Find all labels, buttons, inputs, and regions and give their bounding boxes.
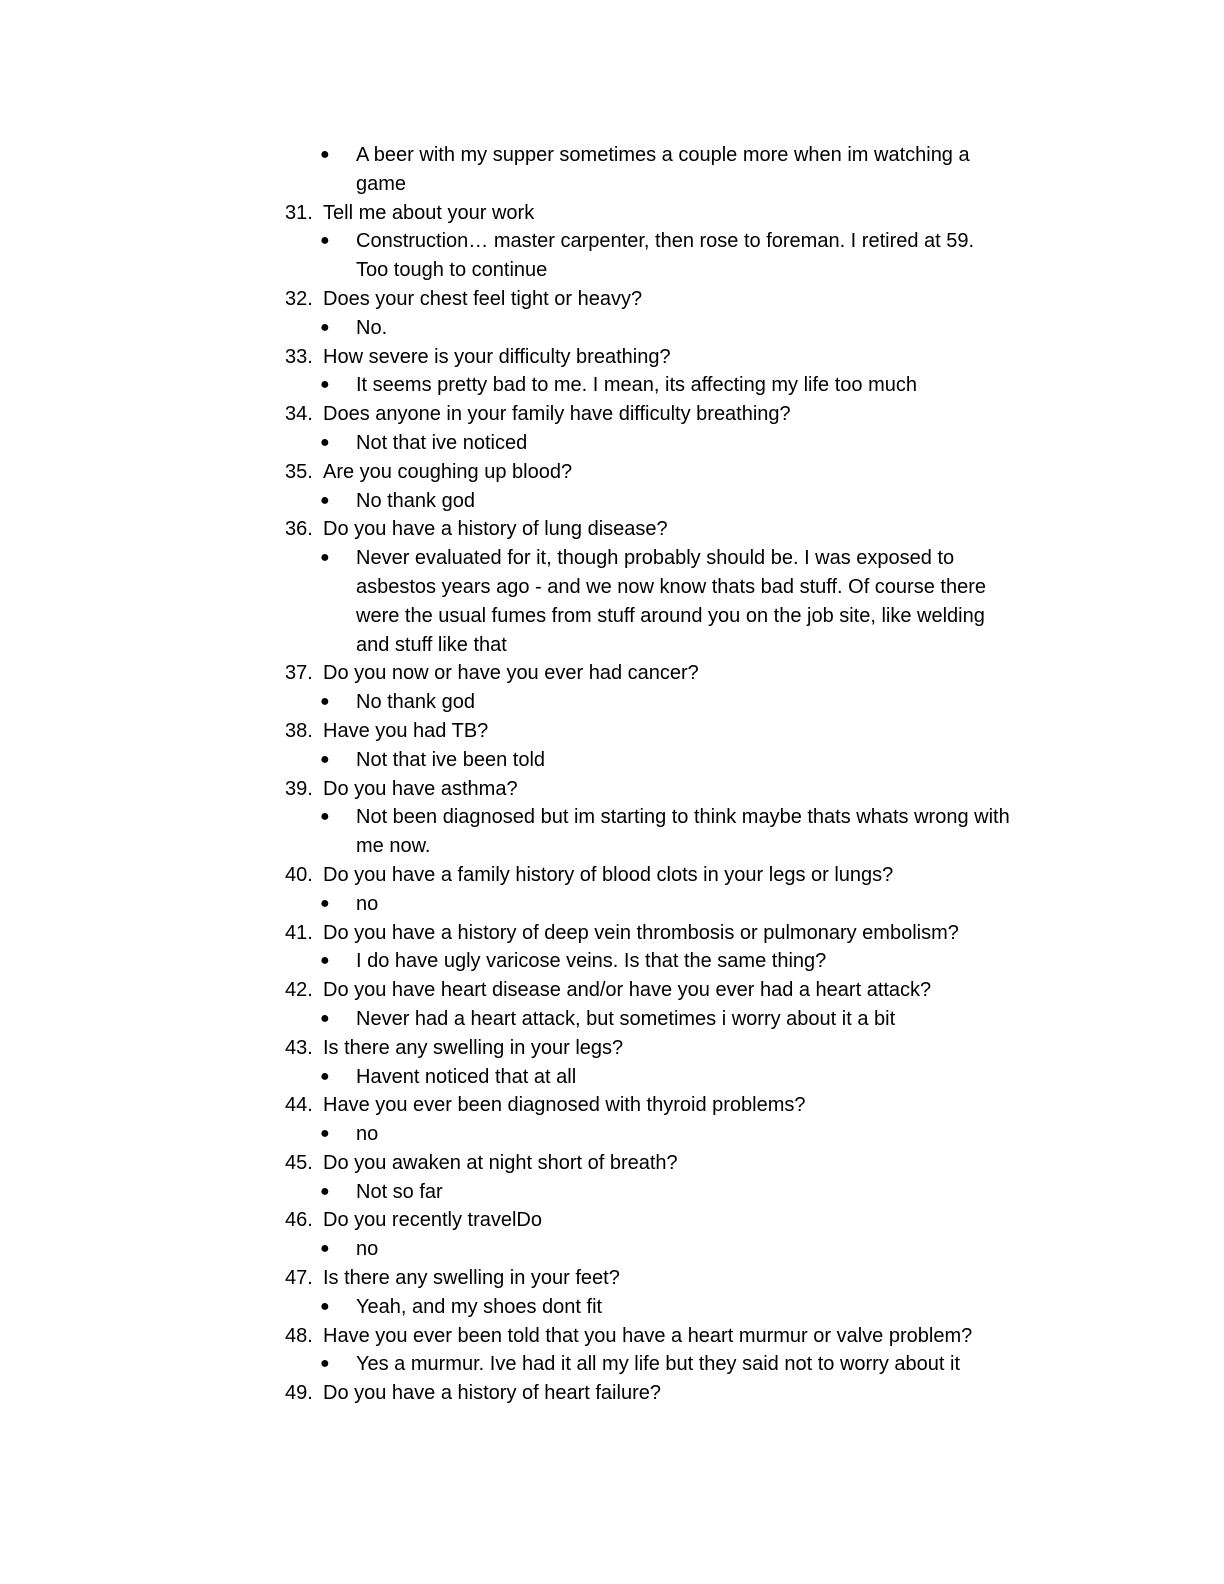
question-number: 46. <box>285 1209 313 1232</box>
question-text: Do you recently travelDo <box>323 1209 542 1232</box>
question-number: 41. <box>285 921 313 944</box>
question-text: Does anyone in your family have difficulty breathing? <box>323 403 791 426</box>
question-line <box>0 861 1224 890</box>
question-text: Do you have a family history of blood clots in your legs or lungs? <box>323 863 894 886</box>
answer-text: Not so far <box>356 1180 443 1203</box>
bullet-icon: ● <box>320 1067 330 1085</box>
question-number: 49. <box>285 1382 313 1405</box>
question-text: Do you have a history of lung disease? <box>323 518 668 541</box>
question-number: 34. <box>285 403 313 426</box>
question-text: Are you coughing up blood? <box>323 460 573 483</box>
question-number: 35. <box>285 460 313 483</box>
bullet-icon: ● <box>320 808 330 826</box>
answer-text: Yeah, and my shoes dont fit <box>356 1295 603 1318</box>
answer-continuation-line <box>0 832 1224 861</box>
question-number: 43. <box>285 1036 313 1059</box>
question-number: 32. <box>285 287 313 310</box>
bullet-icon: ● <box>320 1125 330 1143</box>
answer-text: were the usual fumes from stuff around you on the job site, like welding <box>356 604 985 627</box>
question-number: 44. <box>285 1094 313 1117</box>
question-text: Is there any swelling in your feet? <box>323 1267 620 1290</box>
question-number: 38. <box>285 719 313 742</box>
question-text: Does your chest feel tight or heavy? <box>323 287 643 310</box>
answer-continuation-line <box>0 256 1224 285</box>
answer-line <box>0 1178 1224 1207</box>
bullet-icon: ● <box>320 1297 330 1315</box>
answer-line <box>0 1235 1224 1264</box>
question-line <box>0 400 1224 429</box>
bullet-icon: ● <box>320 693 330 711</box>
bullet-icon: ● <box>320 894 330 912</box>
bullet-icon: ● <box>320 549 330 567</box>
answer-text: No. <box>356 316 388 339</box>
answer-text: A beer with my supper sometimes a couple more when im watching a <box>356 144 970 166</box>
answer-text: no <box>356 1123 379 1146</box>
answer-text: I do have ugly varicose veins. Is that the same thing? <box>356 950 827 973</box>
question-number: 42. <box>285 979 313 1002</box>
question-text: Do you have asthma? <box>323 777 518 800</box>
question-text: Do you have a history of heart failure? <box>323 1382 661 1405</box>
answer-text: asbestos years ago - and we now know thats bad stuff. Of course there <box>356 575 986 598</box>
question-line <box>0 199 1224 228</box>
answer-text: Too tough to continue <box>356 259 548 282</box>
question-text: Do you now or have you ever had cancer? <box>323 662 699 685</box>
answer-line <box>0 1063 1224 1092</box>
answer-text: Havent noticed that at all <box>356 1065 577 1088</box>
answer-text: Never evaluated for it, though probably should be. I was exposed to <box>356 547 955 570</box>
answer-continuation-line <box>0 170 1224 199</box>
question-line <box>0 458 1224 487</box>
answer-line <box>0 544 1224 573</box>
question-line <box>0 1091 1224 1120</box>
answer-line <box>0 1005 1224 1034</box>
question-number: 33. <box>285 345 313 368</box>
question-number: 39. <box>285 777 313 800</box>
question-text: Have you ever been diagnosed with thyroid problems? <box>323 1094 806 1117</box>
question-line <box>0 515 1224 544</box>
question-line <box>0 1322 1224 1351</box>
question-line <box>0 1379 1224 1408</box>
answer-text: no <box>356 1238 379 1261</box>
answer-text: no <box>356 892 379 915</box>
answer-text: No thank god <box>356 691 475 714</box>
question-text: Tell me about your work <box>323 201 535 224</box>
question-number: 36. <box>285 518 313 541</box>
question-number: 48. <box>285 1324 313 1347</box>
question-number: 40. <box>285 863 313 886</box>
bullet-icon: ● <box>320 1009 330 1027</box>
bullet-icon: ● <box>320 750 330 768</box>
question-line <box>0 717 1224 746</box>
bullet-icon: ● <box>320 146 330 163</box>
answer-line <box>0 803 1224 832</box>
question-line <box>0 285 1224 314</box>
answer-line <box>0 371 1224 400</box>
question-text: How severe is your difficulty breathing? <box>323 345 671 368</box>
document-page <box>0 141 1224 1408</box>
question-number: 31. <box>285 201 313 224</box>
answer-line <box>0 688 1224 717</box>
question-line <box>0 1206 1224 1235</box>
question-line <box>0 1264 1224 1293</box>
question-line <box>0 976 1224 1005</box>
answer-text: Yes a murmur. Ive had it all my life but they said not to worry about it <box>356 1353 960 1376</box>
answer-line <box>0 947 1224 976</box>
question-line <box>0 919 1224 948</box>
answer-line <box>0 141 1224 170</box>
question-text: Do you have a history of deep vein thrombosis or pulmonary embolism? <box>323 921 959 944</box>
question-text: Do you awaken at night short of breath? <box>323 1151 678 1174</box>
bullet-icon: ● <box>320 1240 330 1258</box>
question-number: 45. <box>285 1151 313 1174</box>
answer-line <box>0 746 1224 775</box>
answer-text: Never had a heart attack, but sometimes i worry about it a bit <box>356 1007 896 1030</box>
bullet-icon: ● <box>320 1182 330 1200</box>
answer-line <box>0 429 1224 458</box>
answer-text: Construction… master carpenter, then rose to foreman. I retired at 59. <box>356 230 975 253</box>
answer-line <box>0 314 1224 343</box>
question-number: 37. <box>285 662 313 685</box>
answer-text: game <box>356 172 407 195</box>
bullet-icon: ● <box>320 1355 330 1373</box>
answer-line <box>0 1120 1224 1149</box>
bullet-icon: ● <box>320 491 330 509</box>
bullet-icon: ● <box>320 318 330 336</box>
answer-line <box>0 227 1224 256</box>
question-text: Have you had TB? <box>323 719 489 742</box>
answer-line <box>0 487 1224 516</box>
answer-continuation-line <box>0 631 1224 660</box>
answer-text: and stuff like that <box>356 633 507 656</box>
answer-continuation-line <box>0 573 1224 602</box>
answer-text: It seems pretty bad to me. I mean, its affecting my life too much <box>356 374 917 397</box>
question-line <box>0 1034 1224 1063</box>
question-text: Do you have heart disease and/or have you ever had a heart attack? <box>323 979 932 1002</box>
question-text: Have you ever been told that you have a heart murmur or valve problem? <box>323 1324 973 1347</box>
bullet-icon: ● <box>320 433 330 451</box>
answer-text: Not been diagnosed but im starting to think maybe thats whats wrong with <box>356 806 1010 829</box>
bullet-icon: ● <box>320 952 330 970</box>
answer-line <box>0 890 1224 919</box>
bullet-icon: ● <box>320 232 330 250</box>
answer-line <box>0 1293 1224 1322</box>
question-line <box>0 343 1224 372</box>
question-line <box>0 1149 1224 1178</box>
question-line <box>0 659 1224 688</box>
answer-continuation-line <box>0 602 1224 631</box>
answer-line <box>0 1350 1224 1379</box>
answer-text: me now. <box>356 835 431 858</box>
bullet-icon: ● <box>320 376 330 394</box>
question-number: 47. <box>285 1267 313 1290</box>
answer-text: Not that ive noticed <box>356 431 528 454</box>
answer-text: Not that ive been told <box>356 748 546 771</box>
question-line <box>0 775 1224 804</box>
answer-text: No thank god <box>356 489 475 512</box>
question-text: Is there any swelling in your legs? <box>323 1036 624 1059</box>
